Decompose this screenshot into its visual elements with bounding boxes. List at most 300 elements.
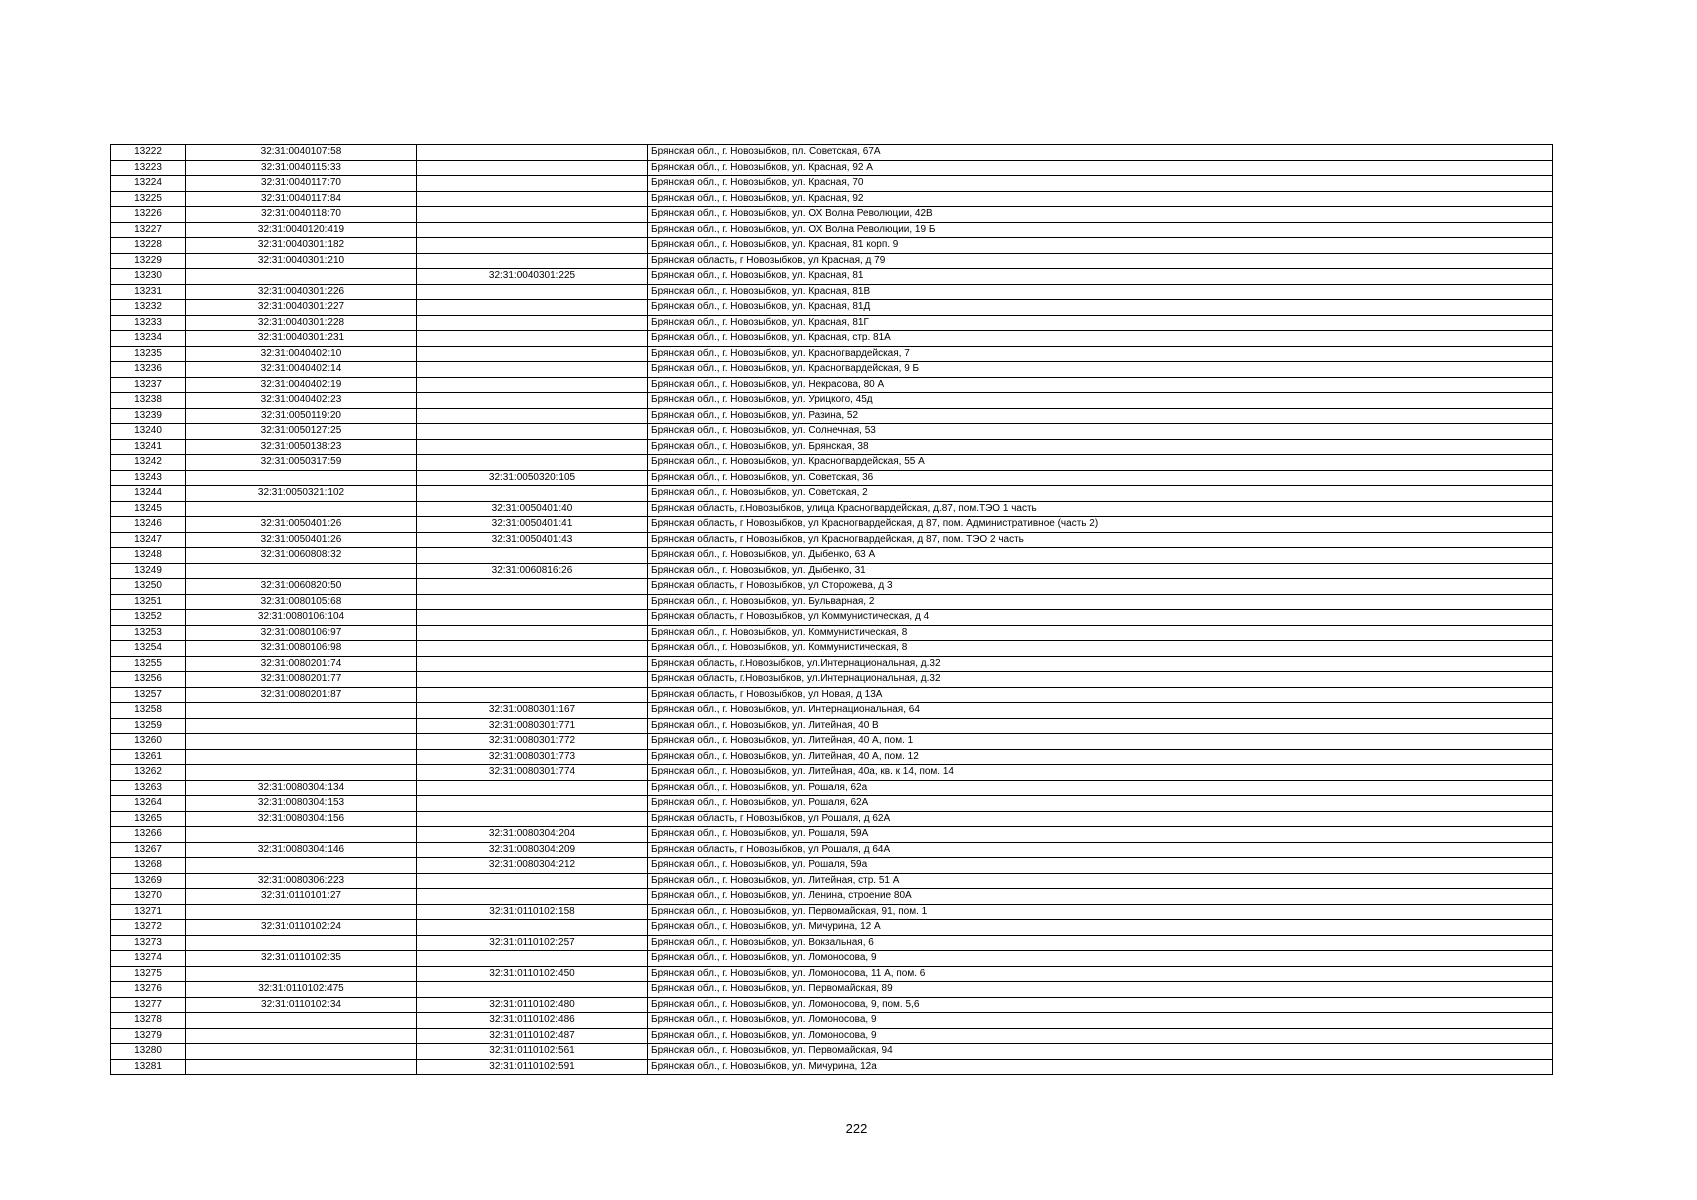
address-cell: Брянская область, г Новозыбков, ул Красногвардейская, д 87, пом. ТЭО 2 часть <box>648 532 1553 548</box>
land-cadastral-number-cell: 32:31:0080201:74 <box>186 656 417 672</box>
building-cadastral-number-cell: 32:31:0060816:26 <box>417 563 648 579</box>
address-cell: Брянская обл., г. Новозыбков, ул. Красногвардейская, 9 Б <box>648 362 1553 378</box>
building-cadastral-number-cell <box>417 873 648 889</box>
table-row <box>111 672 1553 688</box>
land-cadastral-number-cell <box>186 1059 417 1075</box>
address-cell: Брянская обл., г. Новозыбков, ул. Литейная, 40а, кв. к 14, пом. 14 <box>648 765 1553 781</box>
table-row <box>111 253 1553 269</box>
land-cadastral-number-cell: 32:31:0080106:98 <box>186 641 417 657</box>
row-number-cell: 13258 <box>111 703 186 719</box>
land-cadastral-number-cell: 32:31:0040115:33 <box>186 160 417 176</box>
table-row <box>111 331 1553 347</box>
address-cell: Брянская обл., г. Новозыбков, пл. Советская, 67А <box>648 145 1553 161</box>
building-cadastral-number-cell <box>417 238 648 254</box>
table-row <box>111 455 1553 471</box>
table-row <box>111 842 1553 858</box>
address-cell: Брянская обл., г. Новозыбков, ул. Дыбенко, 31 <box>648 563 1553 579</box>
address-cell: Брянская обл., г. Новозыбков, ул. Солнечная, 53 <box>648 424 1553 440</box>
table-row <box>111 176 1553 192</box>
table-row <box>111 811 1553 827</box>
address-cell: Брянская обл., г. Новозыбков, ул. Ленина, строение 80А <box>648 889 1553 905</box>
address-cell: Брянская обл., г. Новозыбков, ул. Ломоносова, 9 <box>648 951 1553 967</box>
building-cadastral-number-cell <box>417 207 648 223</box>
building-cadastral-number-cell: 32:31:0080304:204 <box>417 827 648 843</box>
building-cadastral-number-cell: 32:31:0110102:486 <box>417 1013 648 1029</box>
address-cell: Брянская обл., г. Новозыбков, ул. Красная, стр. 81А <box>648 331 1553 347</box>
land-cadastral-number-cell: 32:31:0080304:153 <box>186 796 417 812</box>
land-cadastral-number-cell: 32:31:0040301:228 <box>186 315 417 331</box>
land-cadastral-number-cell: 32:31:0040117:84 <box>186 191 417 207</box>
registry-table-body <box>111 145 1553 1075</box>
address-cell: Брянская обл., г. Новозыбков, ул. Некрасова, 80 А <box>648 377 1553 393</box>
building-cadastral-number-cell <box>417 393 648 409</box>
table-row <box>111 935 1553 951</box>
land-cadastral-number-cell: 32:31:0040117:70 <box>186 176 417 192</box>
property-registry-table <box>110 144 1553 1075</box>
row-number-cell: 13235 <box>111 346 186 362</box>
land-cadastral-number-cell <box>186 904 417 920</box>
row-number-cell: 13251 <box>111 594 186 610</box>
row-number-cell: 13245 <box>111 501 186 517</box>
land-cadastral-number-cell: 32:31:0050401:26 <box>186 517 417 533</box>
table-row <box>111 1028 1553 1044</box>
building-cadastral-number-cell <box>417 346 648 362</box>
row-number-cell: 13237 <box>111 377 186 393</box>
land-cadastral-number-cell <box>186 765 417 781</box>
land-cadastral-number-cell <box>186 470 417 486</box>
row-number-cell: 13225 <box>111 191 186 207</box>
address-cell: Брянская обл., г. Новозыбков, ул. Ломоносова, 9 <box>648 1028 1553 1044</box>
building-cadastral-number-cell <box>417 951 648 967</box>
row-number-cell: 13271 <box>111 904 186 920</box>
land-cadastral-number-cell: 32:31:0040402:23 <box>186 393 417 409</box>
row-number-cell: 13260 <box>111 734 186 750</box>
table-row <box>111 145 1553 161</box>
address-cell: Брянская обл., г. Новозыбков, ул. Красногвардейская, 7 <box>648 346 1553 362</box>
table-row <box>111 269 1553 285</box>
land-cadastral-number-cell <box>186 858 417 874</box>
row-number-cell: 13262 <box>111 765 186 781</box>
building-cadastral-number-cell <box>417 160 648 176</box>
building-cadastral-number-cell: 32:31:0040301:225 <box>417 269 648 285</box>
table-row <box>111 517 1553 533</box>
building-cadastral-number-cell <box>417 796 648 812</box>
land-cadastral-number-cell <box>186 718 417 734</box>
address-cell: Брянская обл., г. Новозыбков, ул. Рошаля, 62А <box>648 796 1553 812</box>
building-cadastral-number-cell <box>417 548 648 564</box>
row-number-cell: 13277 <box>111 997 186 1013</box>
table-row <box>111 904 1553 920</box>
table-row <box>111 625 1553 641</box>
land-cadastral-number-cell: 32:31:0110102:475 <box>186 982 417 998</box>
table-row <box>111 346 1553 362</box>
address-cell: Брянская обл., г. Новозыбков, ул. Литейная, стр. 51 А <box>648 873 1553 889</box>
table-row <box>111 439 1553 455</box>
address-cell: Брянская обл., г. Новозыбков, ул. Красная, 81В <box>648 284 1553 300</box>
building-cadastral-number-cell <box>417 656 648 672</box>
building-cadastral-number-cell: 32:31:0080301:773 <box>417 749 648 765</box>
building-cadastral-number-cell <box>417 408 648 424</box>
row-number-cell: 13248 <box>111 548 186 564</box>
land-cadastral-number-cell <box>186 935 417 951</box>
row-number-cell: 13249 <box>111 563 186 579</box>
building-cadastral-number-cell <box>417 424 648 440</box>
table-row <box>111 315 1553 331</box>
row-number-cell: 13265 <box>111 811 186 827</box>
land-cadastral-number-cell: 32:31:0050317:59 <box>186 455 417 471</box>
row-number-cell: 13281 <box>111 1059 186 1075</box>
building-cadastral-number-cell <box>417 811 648 827</box>
land-cadastral-number-cell: 32:31:0040301:231 <box>186 331 417 347</box>
land-cadastral-number-cell <box>186 1013 417 1029</box>
table-row <box>111 966 1553 982</box>
land-cadastral-number-cell <box>186 749 417 765</box>
land-cadastral-number-cell: 32:31:0050321:102 <box>186 486 417 502</box>
table-row <box>111 982 1553 998</box>
building-cadastral-number-cell: 32:31:0110102:487 <box>417 1028 648 1044</box>
building-cadastral-number-cell <box>417 284 648 300</box>
building-cadastral-number-cell <box>417 610 648 626</box>
land-cadastral-number-cell: 32:31:0040301:227 <box>186 300 417 316</box>
land-cadastral-number-cell <box>186 1028 417 1044</box>
building-cadastral-number-cell: 32:31:0110102:561 <box>417 1044 648 1060</box>
row-number-cell: 13263 <box>111 780 186 796</box>
land-cadastral-number-cell: 32:31:0110101:27 <box>186 889 417 905</box>
address-cell: Брянская область, г.Новозыбков, ул.Интернациональная, д.32 <box>648 656 1553 672</box>
address-cell: Брянская обл., г. Новозыбков, ул. Вокзальная, 6 <box>648 935 1553 951</box>
row-number-cell: 13264 <box>111 796 186 812</box>
row-number-cell: 13256 <box>111 672 186 688</box>
table-row <box>111 470 1553 486</box>
table-row <box>111 563 1553 579</box>
address-cell: Брянская обл., г. Новозыбков, ул. Красная, 81Д <box>648 300 1553 316</box>
address-cell: Брянская обл., г. Новозыбков, ул. Красная, 92 А <box>648 160 1553 176</box>
land-cadastral-number-cell: 32:31:0050401:26 <box>186 532 417 548</box>
address-cell: Брянская обл., г. Новозыбков, ул. Красная, 92 <box>648 191 1553 207</box>
land-cadastral-number-cell: 32:31:0080304:146 <box>186 842 417 858</box>
land-cadastral-number-cell: 32:31:0080201:77 <box>186 672 417 688</box>
address-cell: Брянская обл., г. Новозыбков, ул. Литейная, 40 А, пом. 1 <box>648 734 1553 750</box>
address-cell: Брянская обл., г. Новозыбков, ул. Советская, 2 <box>648 486 1553 502</box>
row-number-cell: 13228 <box>111 238 186 254</box>
building-cadastral-number-cell <box>417 191 648 207</box>
land-cadastral-number-cell: 32:31:0080306:223 <box>186 873 417 889</box>
address-cell: Брянская обл., г. Новозыбков, ул. Интернациональная, 64 <box>648 703 1553 719</box>
row-number-cell: 13223 <box>111 160 186 176</box>
table-row <box>111 362 1553 378</box>
table-row <box>111 393 1553 409</box>
row-number-cell: 13232 <box>111 300 186 316</box>
row-number-cell: 13275 <box>111 966 186 982</box>
table-row <box>111 238 1553 254</box>
table-row <box>111 579 1553 595</box>
land-cadastral-number-cell: 32:31:0110102:24 <box>186 920 417 936</box>
row-number-cell: 13224 <box>111 176 186 192</box>
building-cadastral-number-cell: 32:31:0080301:772 <box>417 734 648 750</box>
row-number-cell: 13255 <box>111 656 186 672</box>
table-row <box>111 656 1553 672</box>
land-cadastral-number-cell: 32:31:0110102:35 <box>186 951 417 967</box>
address-cell: Брянская обл., г. Новозыбков, ул. Красная, 81 корп. 9 <box>648 238 1553 254</box>
row-number-cell: 13242 <box>111 455 186 471</box>
address-cell: Брянская область, г Новозыбков, ул Коммунистическая, д 4 <box>648 610 1553 626</box>
land-cadastral-number-cell: 32:31:0040107:58 <box>186 145 417 161</box>
land-cadastral-number-cell: 32:31:0050127:25 <box>186 424 417 440</box>
row-number-cell: 13274 <box>111 951 186 967</box>
building-cadastral-number-cell <box>417 889 648 905</box>
address-cell: Брянская обл., г. Новозыбков, ул. Мичурина, 12 А <box>648 920 1553 936</box>
address-cell: Брянская обл., г. Новозыбков, ул. Красная, 81Г <box>648 315 1553 331</box>
land-cadastral-number-cell <box>186 563 417 579</box>
land-cadastral-number-cell: 32:31:0060808:32 <box>186 548 417 564</box>
row-number-cell: 13279 <box>111 1028 186 1044</box>
page-number: 222 <box>845 1121 868 1136</box>
land-cadastral-number-cell: 32:31:0040118:70 <box>186 207 417 223</box>
table-row <box>111 284 1553 300</box>
building-cadastral-number-cell <box>417 641 648 657</box>
row-number-cell: 13268 <box>111 858 186 874</box>
land-cadastral-number-cell: 32:31:0040301:182 <box>186 238 417 254</box>
row-number-cell: 13254 <box>111 641 186 657</box>
address-cell: Брянская обл., г. Новозыбков, ул. Первомайская, 89 <box>648 982 1553 998</box>
land-cadastral-number-cell <box>186 1044 417 1060</box>
table-row <box>111 873 1553 889</box>
table-row <box>111 160 1553 176</box>
row-number-cell: 13247 <box>111 532 186 548</box>
address-cell: Брянская обл., г. Новозыбков, ул. Ломоносова, 9 <box>648 1013 1553 1029</box>
table-row <box>111 501 1553 517</box>
building-cadastral-number-cell: 32:31:0110102:591 <box>417 1059 648 1075</box>
row-number-cell: 13266 <box>111 827 186 843</box>
address-cell: Брянская область, г.Новозыбков, ул.Интернациональная, д.32 <box>648 672 1553 688</box>
address-cell: Брянская обл., г. Новозыбков, ул. Рошаля, 59А <box>648 827 1553 843</box>
land-cadastral-number-cell <box>186 703 417 719</box>
address-cell: Брянская обл., г. Новозыбков, ул. Красная, 81 <box>648 269 1553 285</box>
address-cell: Брянская обл., г. Новозыбков, ул. Разина, 52 <box>648 408 1553 424</box>
table-row <box>111 532 1553 548</box>
row-number-cell: 13259 <box>111 718 186 734</box>
address-cell: Брянская обл., г. Новозыбков, ул. Коммунистическая, 8 <box>648 625 1553 641</box>
building-cadastral-number-cell <box>417 145 648 161</box>
land-cadastral-number-cell: 32:31:0080106:104 <box>186 610 417 626</box>
land-cadastral-number-cell <box>186 501 417 517</box>
table-row <box>111 408 1553 424</box>
address-cell: Брянская обл., г. Новозыбков, ул. Мичурина, 12а <box>648 1059 1553 1075</box>
land-cadastral-number-cell: 32:31:0040301:226 <box>186 284 417 300</box>
row-number-cell: 13253 <box>111 625 186 641</box>
land-cadastral-number-cell: 32:31:0110102:34 <box>186 997 417 1013</box>
address-cell: Брянская обл., г. Новозыбков, ул. Ломоносова, 11 А, пом. 6 <box>648 966 1553 982</box>
land-cadastral-number-cell: 32:31:0040402:14 <box>186 362 417 378</box>
row-number-cell: 13267 <box>111 842 186 858</box>
address-cell: Брянская обл., г. Новозыбков, ул. Литейная, 40 А, пом. 12 <box>648 749 1553 765</box>
building-cadastral-number-cell <box>417 377 648 393</box>
row-number-cell: 13227 <box>111 222 186 238</box>
table-row <box>111 780 1553 796</box>
row-number-cell: 13278 <box>111 1013 186 1029</box>
land-cadastral-number-cell: 32:31:0080304:156 <box>186 811 417 827</box>
table-row <box>111 765 1553 781</box>
row-number-cell: 13231 <box>111 284 186 300</box>
row-number-cell: 13280 <box>111 1044 186 1060</box>
table-row <box>111 207 1553 223</box>
address-cell: Брянская область, г Новозыбков, ул Сторожева, д 3 <box>648 579 1553 595</box>
table-row <box>111 594 1553 610</box>
address-cell: Брянская область, г Новозыбков, ул Рошаля, д 62А <box>648 811 1553 827</box>
building-cadastral-number-cell: 32:31:0110102:450 <box>417 966 648 982</box>
table-row <box>111 858 1553 874</box>
building-cadastral-number-cell <box>417 625 648 641</box>
table-row <box>111 641 1553 657</box>
land-cadastral-number-cell <box>186 734 417 750</box>
row-number-cell: 13240 <box>111 424 186 440</box>
address-cell: Брянская область, г Новозыбков, ул Красная, д 79 <box>648 253 1553 269</box>
row-number-cell: 13276 <box>111 982 186 998</box>
table-row <box>111 920 1553 936</box>
table-row <box>111 718 1553 734</box>
building-cadastral-number-cell <box>417 455 648 471</box>
address-cell: Брянская область, г.Новозыбков, улица Красногвардейская, д.87, пом.ТЭО 1 часть <box>648 501 1553 517</box>
building-cadastral-number-cell <box>417 579 648 595</box>
address-cell: Брянская обл., г. Новозыбков, ул. ОХ Волна Революции, 42В <box>648 207 1553 223</box>
land-cadastral-number-cell: 32:31:0080304:134 <box>186 780 417 796</box>
land-cadastral-number-cell: 32:31:0080105:68 <box>186 594 417 610</box>
address-cell: Брянская обл., г. Новозыбков, ул. Первомайская, 94 <box>648 1044 1553 1060</box>
row-number-cell: 13234 <box>111 331 186 347</box>
table-row <box>111 1044 1553 1060</box>
building-cadastral-number-cell: 32:31:0080301:771 <box>417 718 648 734</box>
land-cadastral-number-cell: 32:31:0050138:23 <box>186 439 417 455</box>
address-cell: Брянская обл., г. Новозыбков, ул. ОХ Волна Революции, 19 Б <box>648 222 1553 238</box>
address-cell: Брянская обл., г. Новозыбков, ул. Урицкого, 45д <box>648 393 1553 409</box>
land-cadastral-number-cell <box>186 827 417 843</box>
building-cadastral-number-cell: 32:31:0110102:158 <box>417 904 648 920</box>
address-cell: Брянская область, г Новозыбков, ул Красногвардейская, д 87, пом. Административное (часть 2) <box>648 517 1553 533</box>
table-row <box>111 827 1553 843</box>
table-row <box>111 300 1553 316</box>
land-cadastral-number-cell: 32:31:0060820:50 <box>186 579 417 595</box>
table-row <box>111 687 1553 703</box>
row-number-cell: 13252 <box>111 610 186 626</box>
row-number-cell: 13229 <box>111 253 186 269</box>
address-cell: Брянская обл., г. Новозыбков, ул. Коммунистическая, 8 <box>648 641 1553 657</box>
table-row <box>111 222 1553 238</box>
address-cell: Брянская область, г Новозыбков, ул Рошаля, д 64А <box>648 842 1553 858</box>
land-cadastral-number-cell: 32:31:0080201:87 <box>186 687 417 703</box>
table-row <box>111 486 1553 502</box>
building-cadastral-number-cell <box>417 486 648 502</box>
address-cell: Брянская обл., г. Новозыбков, ул. Первомайская, 91, пом. 1 <box>648 904 1553 920</box>
address-cell: Брянская обл., г. Новозыбков, ул. Бульварная, 2 <box>648 594 1553 610</box>
row-number-cell: 13233 <box>111 315 186 331</box>
building-cadastral-number-cell <box>417 780 648 796</box>
address-cell: Брянская обл., г. Новозыбков, ул. Рошаля, 62а <box>648 780 1553 796</box>
building-cadastral-number-cell <box>417 176 648 192</box>
row-number-cell: 13250 <box>111 579 186 595</box>
row-number-cell: 13230 <box>111 269 186 285</box>
building-cadastral-number-cell: 32:31:0050320:105 <box>417 470 648 486</box>
address-cell: Брянская обл., г. Новозыбков, ул. Советская, 36 <box>648 470 1553 486</box>
building-cadastral-number-cell: 32:31:0080301:167 <box>417 703 648 719</box>
row-number-cell: 13244 <box>111 486 186 502</box>
row-number-cell: 13239 <box>111 408 186 424</box>
row-number-cell: 13270 <box>111 889 186 905</box>
address-cell: Брянская обл., г. Новозыбков, ул. Красная, 70 <box>648 176 1553 192</box>
address-cell: Брянская обл., г. Новозыбков, ул. Литейная, 40 В <box>648 718 1553 734</box>
building-cadastral-number-cell <box>417 315 648 331</box>
land-cadastral-number-cell: 32:31:0040402:10 <box>186 346 417 362</box>
building-cadastral-number-cell <box>417 672 648 688</box>
row-number-cell: 13243 <box>111 470 186 486</box>
land-cadastral-number-cell: 32:31:0040120:419 <box>186 222 417 238</box>
table-row <box>111 424 1553 440</box>
table-row <box>111 951 1553 967</box>
address-cell: Брянская обл., г. Новозыбков, ул. Рошаля, 59а <box>648 858 1553 874</box>
row-number-cell: 13226 <box>111 207 186 223</box>
table-row <box>111 997 1553 1013</box>
building-cadastral-number-cell <box>417 920 648 936</box>
building-cadastral-number-cell <box>417 594 648 610</box>
land-cadastral-number-cell <box>186 966 417 982</box>
building-cadastral-number-cell: 32:31:0080304:212 <box>417 858 648 874</box>
land-cadastral-number-cell: 32:31:0040402:19 <box>186 377 417 393</box>
row-number-cell: 13222 <box>111 145 186 161</box>
building-cadastral-number-cell: 32:31:0110102:480 <box>417 997 648 1013</box>
row-number-cell: 13246 <box>111 517 186 533</box>
land-cadastral-number-cell <box>186 269 417 285</box>
building-cadastral-number-cell <box>417 982 648 998</box>
building-cadastral-number-cell <box>417 300 648 316</box>
land-cadastral-number-cell: 32:31:0080106:97 <box>186 625 417 641</box>
building-cadastral-number-cell <box>417 687 648 703</box>
building-cadastral-number-cell <box>417 362 648 378</box>
building-cadastral-number-cell <box>417 331 648 347</box>
table-row <box>111 1013 1553 1029</box>
building-cadastral-number-cell <box>417 439 648 455</box>
table-row <box>111 1059 1553 1075</box>
row-number-cell: 13273 <box>111 935 186 951</box>
row-number-cell: 13236 <box>111 362 186 378</box>
building-cadastral-number-cell <box>417 222 648 238</box>
row-number-cell: 13241 <box>111 439 186 455</box>
row-number-cell: 13269 <box>111 873 186 889</box>
building-cadastral-number-cell <box>417 253 648 269</box>
table-row <box>111 703 1553 719</box>
address-cell: Брянская обл., г. Новозыбков, ул. Дыбенко, 63 А <box>648 548 1553 564</box>
building-cadastral-number-cell: 32:31:0080304:209 <box>417 842 648 858</box>
table-row <box>111 796 1553 812</box>
row-number-cell: 13257 <box>111 687 186 703</box>
address-cell: Брянская обл., г. Новозыбков, ул. Красногвардейская, 55 А <box>648 455 1553 471</box>
address-cell: Брянская обл., г. Новозыбков, ул. Брянская, 38 <box>648 439 1553 455</box>
building-cadastral-number-cell: 32:31:0050401:43 <box>417 532 648 548</box>
address-cell: Брянская область, г Новозыбков, ул Новая, д 13А <box>648 687 1553 703</box>
building-cadastral-number-cell: 32:31:0050401:40 <box>417 501 648 517</box>
address-cell: Брянская обл., г. Новозыбков, ул. Ломоносова, 9, пом. 5,6 <box>648 997 1553 1013</box>
table-row <box>111 377 1553 393</box>
building-cadastral-number-cell: 32:31:0110102:257 <box>417 935 648 951</box>
table-row <box>111 548 1553 564</box>
table-row <box>111 734 1553 750</box>
land-cadastral-number-cell: 32:31:0040301:210 <box>186 253 417 269</box>
table-row <box>111 610 1553 626</box>
land-cadastral-number-cell: 32:31:0050119:20 <box>186 408 417 424</box>
row-number-cell: 13238 <box>111 393 186 409</box>
table-row <box>111 749 1553 765</box>
building-cadastral-number-cell: 32:31:0050401:41 <box>417 517 648 533</box>
row-number-cell: 13272 <box>111 920 186 936</box>
row-number-cell: 13261 <box>111 749 186 765</box>
